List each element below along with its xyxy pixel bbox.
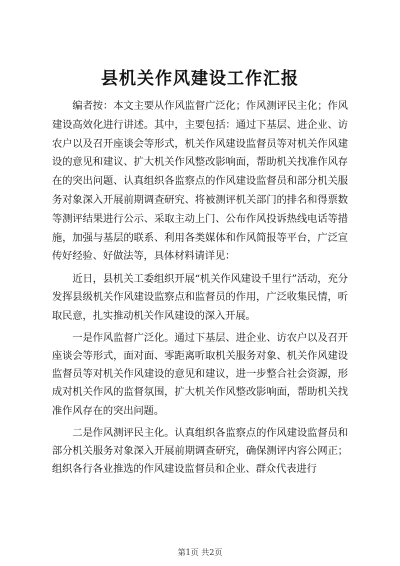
document-body [52, 98, 348, 479]
page-number-footer: 第1页 共2页 [177, 548, 223, 557]
intro-paragraph: 近日，县机关工委组织开展“机关作风建设千里行”活动，充分发挥县级机关作风建设监察点和监督员的作用，广泛收集民情，听取民意，扎实推动机关作风建设的深入开展。 [52, 274, 348, 322]
evaluation-paragraph: 二是作风测评民主化。认真组织各监察点的作风建设监督员和部分机关服务对象深入开展前期调查研究，确保测评内容公网正；组织各行各业推选的作风建设监督员和企业、群众代表进行 [52, 427, 348, 476]
supervision-paragraph: 一是作风监督广泛化。通过下基层、进企业、访农户以及召开座谈会等形式，面对面、零距离听取机关服务对象、机关作风建设监督员等对机关作风建设的意见和建议，进一步整合社会资源，形成对机关作风的监督氛围，扩大机关作风整改影响面，帮助机关找准作风存在的突出问题。 [52, 332, 348, 417]
editor-note-paragraph: 编者按：本文主要从作风监督广泛化；作风测评民主化；作风建设高效化进行讲述。其中，主要包括：通过下基层、进企业、访农户以及召开座谈会等形式，机关作风建设监督员等对机关作风建设的意见和建议、扩大机关作风整改影响面，帮助机关找准作风存在的突出问题、认真组织各监察点的作风建设监督员和部分机关服务对象深入开展前期调查研究、将被测评机关部门的排名和得票数等测评结果进行公示、采取主动上门、公布作风投诉热线电话等措施，加强与基层的联系、利用各类媒体和作风简报等平台，广泛宣传好经验、好做法等，具体材料请详见： [52, 101, 348, 263]
document-title: 县机关作风建设工作汇报 [101, 69, 299, 89]
